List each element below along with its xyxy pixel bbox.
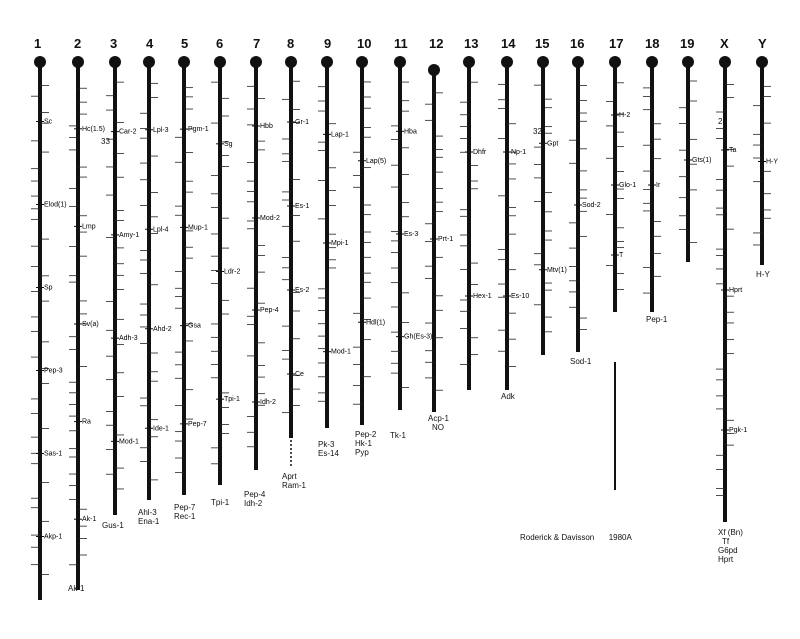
chromosome-19: [679, 56, 711, 262]
chromosome-16: [569, 56, 601, 352]
chromosome-6: [211, 56, 240, 485]
chromosome-number: 1: [34, 36, 42, 51]
footer-locus: Acp-1: [428, 414, 449, 423]
locus-label: Pgm-1: [188, 126, 209, 134]
locus-label: Amy-1: [119, 231, 140, 239]
chromosome-number: 6: [216, 36, 224, 51]
footer-locus: Ram-1: [282, 481, 307, 490]
locus-label: Hdl(1): [366, 319, 386, 327]
footer-locus: Aprt: [282, 472, 297, 481]
locus-label: Sod-2: [582, 202, 601, 209]
footer-locus: Pk-3: [318, 440, 335, 449]
chromosome-7: [247, 56, 280, 470]
footer-locus: Rec-1: [174, 512, 196, 521]
chromosome-number: 16: [570, 36, 585, 51]
locus-label: Pep-4: [260, 307, 279, 314]
footer-locus: Pyp: [355, 448, 369, 457]
locus-label: Ide-1: [153, 425, 169, 433]
figure-credit: [520, 527, 632, 545]
footer-locus: Idh-2: [244, 499, 263, 508]
locus-label: Mod-2: [260, 215, 280, 222]
locus-label: Es-3: [404, 231, 419, 238]
locus-label: Mod-1: [331, 348, 351, 356]
locus-label: Ra: [82, 418, 91, 426]
footer-locus: NO: [432, 423, 444, 432]
chromosome-number: X: [720, 36, 729, 51]
chromosome-18: [643, 56, 661, 312]
chromosome-number: 3: [110, 36, 118, 51]
locus-label: Sas-1: [44, 450, 63, 458]
chromosome-15: [534, 56, 567, 355]
chromosome-12: [425, 64, 453, 412]
locus-label: Sv(a): [82, 321, 99, 328]
locus-label: Elod(1): [44, 201, 67, 209]
locus-label: Pep-7: [188, 420, 207, 428]
locus-label: Hbb: [260, 123, 273, 130]
locus-label: Gpt: [547, 140, 559, 148]
footer-locus: Tf: [722, 537, 730, 546]
footer-locus: Ahl-3: [138, 508, 157, 517]
credit-year: 1980A: [608, 533, 632, 542]
locus-label: Sp: [44, 284, 53, 292]
chromosome-9: [318, 56, 351, 428]
locus-label: Prt-1: [438, 236, 454, 243]
locus-label: Car-2: [119, 128, 137, 136]
chromosome-2: [69, 56, 105, 590]
locus-label: Hprt: [729, 287, 743, 294]
locus-label: H-2: [619, 112, 631, 119]
footer-locus: Pep-7: [174, 503, 196, 512]
locus-label: Lap(5): [366, 157, 387, 165]
footer-locus: Sod-1: [570, 357, 592, 366]
chromosome-number: 13: [464, 36, 479, 51]
chromosome-number: 10: [357, 36, 372, 51]
chromosome-4: [140, 56, 172, 500]
footer-locus: Adk: [501, 392, 515, 401]
chromosome-number: 7: [253, 36, 261, 51]
chromosome-number: 5: [181, 36, 189, 51]
chromosome-10: [353, 56, 386, 425]
locus-label: Gsa: [188, 322, 201, 330]
locus-label: Tpi-1: [224, 396, 240, 404]
locus-label: Mod-1: [119, 438, 139, 446]
footer-locus: Gus-1: [102, 521, 124, 530]
footer-locus: Pep-1: [646, 315, 668, 324]
locus-label: Glo-1: [619, 182, 637, 189]
chromosome-Y: [753, 56, 778, 265]
footer-locus: Xf (Bn): [718, 528, 743, 537]
chromosome-13: [460, 56, 492, 390]
locus-label: Hba: [404, 128, 417, 136]
locus-label: Pep-3: [44, 367, 63, 375]
footer-locus: Ak-1: [68, 584, 85, 593]
locus-label: Dhfr: [473, 149, 487, 156]
chromosome-1: [31, 56, 67, 600]
locus-label: Pgk-1: [729, 427, 748, 434]
chromosome-number: 8: [287, 36, 295, 51]
locus-label: Lpl-3: [153, 126, 169, 134]
chromosome-number: 9: [324, 36, 332, 51]
footer-locus: G6pd: [718, 546, 738, 555]
footer-locus: Pep-2: [355, 430, 377, 439]
chromosome-number: 12: [429, 36, 444, 51]
chromosome-length-label: 33: [101, 137, 110, 146]
chromosome-14: [498, 56, 529, 390]
chromosome-number: 19: [680, 36, 695, 51]
locus-label: Ak-1: [82, 516, 97, 524]
locus-label: Mtv(1): [547, 266, 567, 274]
chromosome-length-label: 32: [533, 127, 542, 136]
locus-label: Np-1: [511, 149, 527, 156]
chromosome-3: [106, 56, 139, 515]
locus-label: Ir: [656, 182, 661, 189]
locus-label: Ta: [729, 147, 737, 154]
chromosome-number: 17: [609, 36, 624, 51]
locus-label: Akp-1: [44, 533, 63, 541]
locus-label: Gr-1: [295, 119, 309, 126]
locus-label: Mpi-1: [331, 240, 349, 247]
chromosome-5: [175, 56, 209, 495]
footer-locus: Ena-1: [138, 517, 160, 526]
locus-label: Adh-3: [119, 335, 138, 343]
locus-label: Lpl-4: [153, 226, 169, 234]
chromosome-8: [282, 56, 310, 438]
chromosome-number: 2: [74, 36, 82, 51]
locus-label: Mup-1: [188, 224, 208, 232]
locus-label: T: [619, 252, 624, 259]
footer-locus: Pep-4: [244, 490, 266, 499]
locus-label: Es-1: [295, 203, 310, 210]
footer-locus: Hprt: [718, 555, 734, 564]
chromosome-length-label: 23: [718, 117, 727, 126]
chromosome-number: 11: [394, 36, 408, 51]
footer-locus: H-Y: [756, 270, 770, 279]
credit-authors: Roderick & Davisson: [520, 533, 595, 542]
locus-label: Ldr-2: [224, 268, 241, 276]
locus-label: Lap-1: [331, 131, 349, 139]
locus-label: Es-10: [511, 293, 530, 300]
footer-locus: Hk-1: [355, 439, 372, 448]
locus-label: H-Y: [766, 158, 779, 166]
chromosome-number: 14: [501, 36, 516, 51]
chromosome-number: 15: [535, 36, 550, 51]
locus-label: Ahd-2: [153, 325, 172, 333]
chromosome-17: [606, 56, 636, 312]
locus-label: Lmp: [82, 223, 96, 231]
locus-label: Idh-2: [260, 399, 276, 406]
chromosome-number: 4: [146, 36, 154, 51]
chromosome-number: Y: [758, 36, 767, 51]
locus-label: Gts(1): [692, 157, 712, 164]
locus-label: Hex-1: [473, 293, 492, 300]
locus-label: Hc(1.5): [82, 125, 105, 133]
chromosome-number: 18: [645, 36, 660, 51]
chromosome-11: [391, 56, 432, 410]
footer-locus: Tpi-1: [211, 498, 230, 507]
footer-locus: Tk-1: [390, 431, 406, 440]
locus-label: Gh(Es-3): [404, 333, 433, 341]
locus-label: Es-2: [295, 287, 310, 294]
locus-label: Ce: [295, 371, 304, 378]
locus-label: Sg: [224, 140, 233, 148]
locus-label: Sc: [44, 118, 53, 126]
footer-locus: Es-14: [318, 449, 339, 458]
